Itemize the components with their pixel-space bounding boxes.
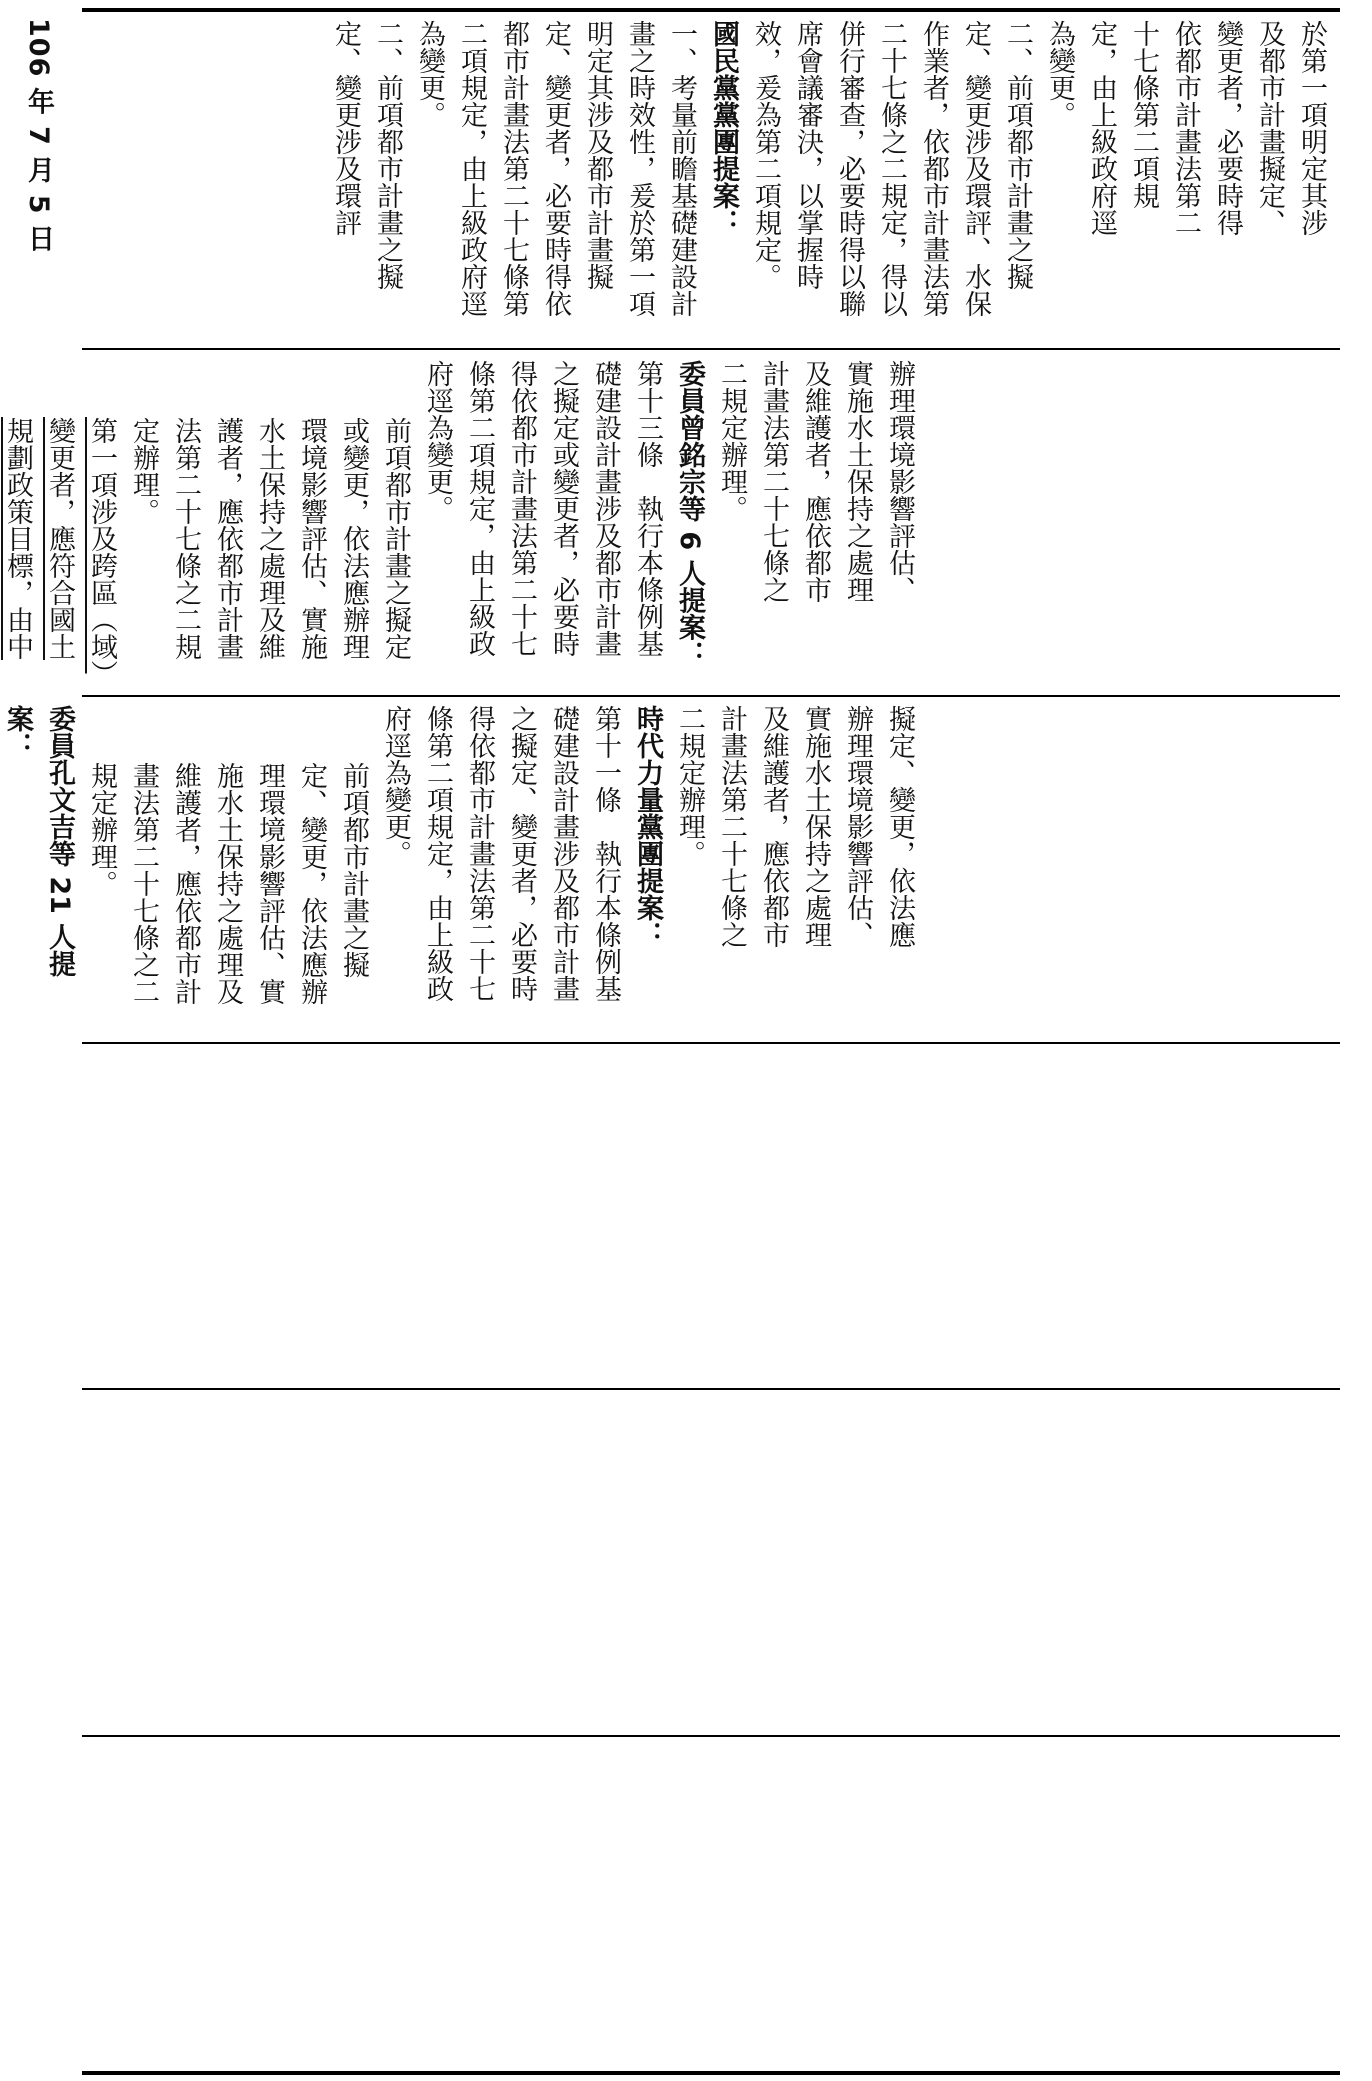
text-line: 十七條第二項規 [1128, 20, 1159, 209]
article-text: 第十一條 執行本條例基礎建設計畫涉及都市計畫之擬定、變更者，必要時得依都市計畫法第二十七條第二項規定，由上級政府逕為變更。 [380, 705, 621, 1002]
column-3 [2, 705, 920, 1025]
bottom-rule [82, 2071, 1340, 2075]
section-heading: 時代力量黨團提案： [632, 705, 663, 948]
text-line: 及都市計畫擬定、 [1254, 20, 1285, 236]
column-1 [330, 20, 1332, 340]
text-line: 及維護者，應依都市 [800, 360, 831, 603]
paragraph: 前項都市計畫之擬定或變更，依法應辦理環境影響評估、實施水土保持之處理及維護者，應依都市計畫法第二十七條之二規定辦理。 [128, 416, 411, 660]
column-2 [2, 360, 920, 680]
text-line: 二規定辦理。 [716, 360, 747, 522]
text-line: 計畫法第二十七條之 [758, 360, 789, 603]
page-date-header: 106 年 7 月 5 日 [23, 18, 54, 253]
text-line: 定，由上級政府逕 [1086, 20, 1117, 236]
text-line: 計畫法第二十七條之 [716, 705, 747, 948]
numbered-item: 二、前項都市計畫之擬定、變更涉及環評、水保作業者，依都市計畫法第二十七條之二規定，得以併行審查，必要時得以聯席會議審決，以掌握時效，爰為第二項規定。 [750, 20, 1033, 317]
text-line: 辦理環境影響評估、 [842, 705, 873, 948]
row-divider [82, 1735, 1340, 1737]
numbered-item: 二、前項都市計畫之擬定、變更涉及環評 [330, 20, 403, 290]
article-text: 第十三條 執行本條例基礎建設計畫涉及都市計畫之擬定或變更者，必要時得依都市計畫法第二十七條第二項規定，由上級政府逕為變更。 [422, 360, 663, 657]
text-line: 二規定辦理。 [674, 705, 705, 867]
text-line: 擬定、變更，依法應 [884, 705, 915, 948]
row-divider [82, 1042, 1340, 1044]
top-rule [82, 8, 1340, 12]
row-divider [82, 695, 1340, 697]
text-line: 實施水土保持之處理 [842, 360, 873, 603]
text-line: 為變更。 [1044, 20, 1075, 128]
text-line: 依都市計畫法第二 [1170, 20, 1201, 236]
section-heading: 委員孔文吉等 21 人提案： [2, 705, 75, 978]
text-line: 變更者，必要時得 [1212, 20, 1243, 236]
text-line: 辦理環境影響評估、 [884, 360, 915, 603]
added-paragraph: 第一項涉及跨區（域）變更者，應符合國土規劃政策目標，由中 [2, 416, 117, 674]
section-heading: 委員曾銘宗等 6 人提案： [674, 360, 705, 668]
text-line: 於第一項明定其涉 [1296, 20, 1327, 236]
paragraph: 前項都市計畫之擬定、變更，依法應辦理環境影響評估、實施水土保持之處理及維護者，應依都市計畫法第二十七條之二規定辦理。 [86, 761, 369, 1005]
text-line: 及維護者，應依都市 [758, 705, 789, 948]
section-heading: 國民黨黨團提案： [708, 20, 739, 236]
numbered-item: 一、考量前瞻基礎建設計畫之時效性，爰於第一項明定其涉及都市計畫擬定、變更者，必要時得依都市計畫法第二十七條第二項規定，由上級政府逕為變更。 [414, 20, 697, 317]
row-divider [82, 1388, 1340, 1390]
text-line: 實施水土保持之處理 [800, 705, 831, 948]
row-divider [82, 348, 1340, 350]
